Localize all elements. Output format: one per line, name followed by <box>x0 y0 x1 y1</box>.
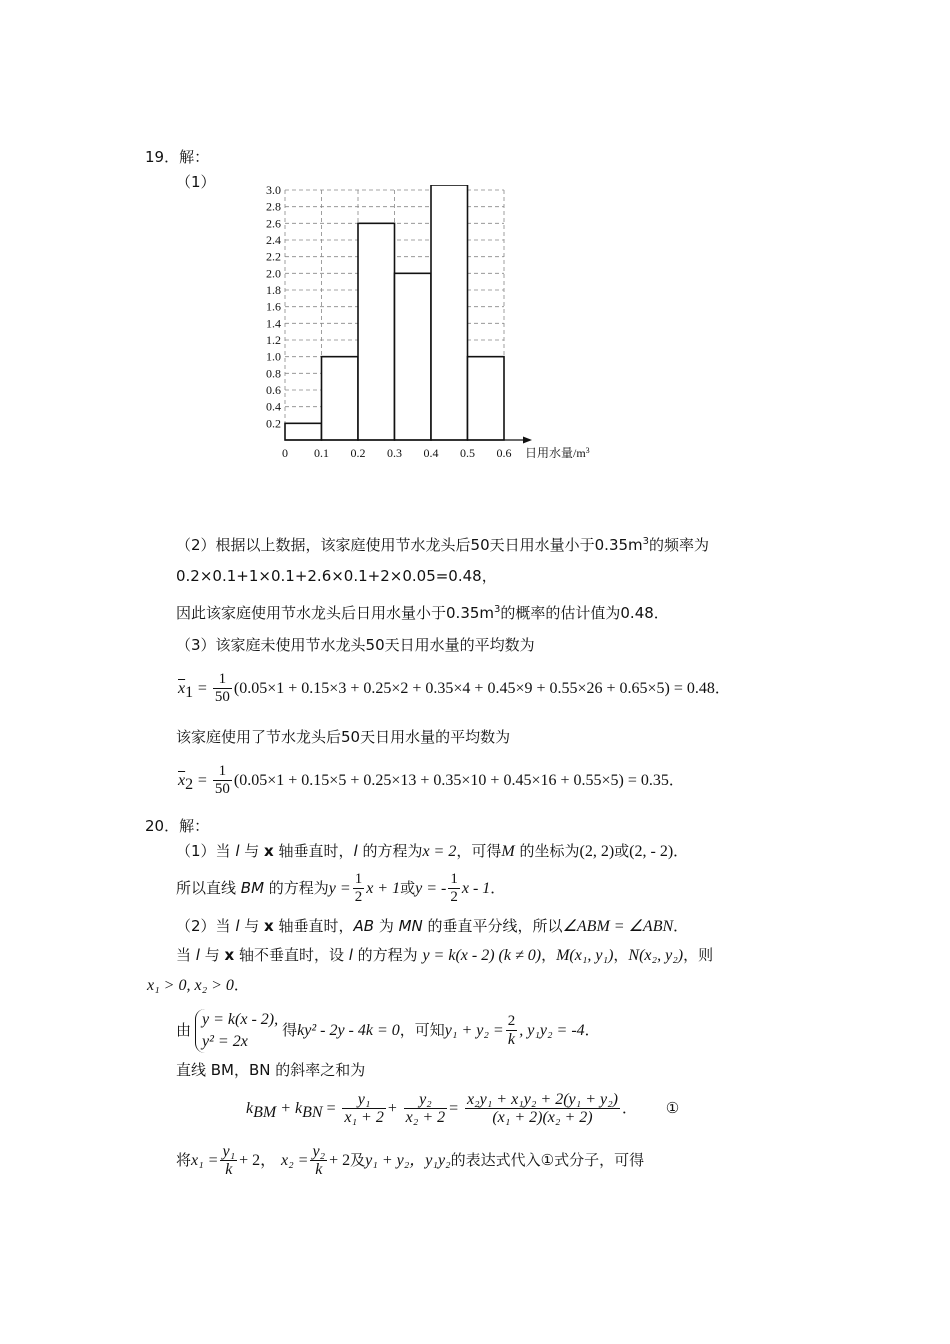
equation-system: y = k(x - 2), y² = 2x <box>195 1009 278 1053</box>
q19-part3-line1: （3）该家庭未使用节水龙头50天日用水量的平均数为 <box>176 636 535 654</box>
histogram-bar <box>431 185 468 440</box>
q20-line3: （2）当 l 与 x 轴垂直时，AB 为 MN 的垂直平分线，所以∠ABM = ∠ABN． <box>176 917 689 935</box>
q19-part2-line3: 因此该家庭使用节水龙头后日用水量小于$0.35m^3$的概率的估计值为0.48． <box>176 604 669 622</box>
q20-line7: 直线 BM，BN 的斜率之和为 <box>176 1061 366 1079</box>
histogram-chart <box>250 185 610 470</box>
x-tick-label: 0.6 <box>496 446 512 460</box>
q20-line2: 所以直线 BM 的方程为y = $\frac{1}{2}$ x + 1或y = - $\frac{1}{2}$ x - 1． <box>176 871 506 905</box>
y-tick-label: 0.8 <box>266 366 281 381</box>
q19-heading: 19．解： <box>145 148 210 166</box>
q20-line5: x₁ > 0, x₂ > 0． <box>147 976 249 994</box>
histogram-bar <box>322 357 359 440</box>
q19-mean-equation-1: $\overline{x}_1$ = $\frac{1}{50}$ (0.05×1 + 0.15×3 + 0.25×2 + 0.35×4 + 0.45×9 + 0.55×26 + 0.65×5) = 0.48． <box>178 671 730 705</box>
q20-heading: 20．解： <box>145 817 210 835</box>
x-tick-label: 0.1 <box>314 446 329 460</box>
y-tick-label: 2.4 <box>266 233 281 247</box>
q20-line6: 由 y = k(x - 2), y² = 2x 得ky² - 2y - 4k = 0，可知y₁ + y₂ = $\frac{2}{k}$ , y₁y₂ = -4． <box>176 1005 600 1056</box>
y-tick-label: 2.0 <box>266 266 281 281</box>
y-tick-label: 0.6 <box>266 383 281 397</box>
x-tick-label: 0.3 <box>387 446 402 460</box>
y-tick-label: 1.8 <box>266 283 281 297</box>
histogram-bar <box>285 423 322 440</box>
chart-bars <box>285 185 504 440</box>
x-axis-arrow <box>523 437 532 444</box>
q20-line4: 当 l 与 x 轴不垂直时，设 l 的方程为 y = k(x - 2) (k ≠ 0)，M(x₁, y₁)，N(x₂, y₂)，则 <box>176 946 714 964</box>
q19-part3-line2: 该家庭使用了节水龙头后50天日用水量的平均数为 <box>176 728 511 746</box>
q19-part2-line2: 0.2×0.1+1×0.1+2.6×0.1+2×0.05=0.48， <box>176 567 497 585</box>
equation-marker: ① <box>665 1099 680 1117</box>
y-tick-label: 1.6 <box>266 299 281 314</box>
y-tick-label: 3.0 <box>266 185 281 197</box>
y-tick-label: 2.6 <box>266 216 281 231</box>
y-tick-label: 0.2 <box>266 416 281 431</box>
y-tick-label: 1.4 <box>266 316 281 331</box>
q20-line9: 将x₁ = $\frac{\text{y₁}}{k}$ + 2， x₂ = $\frac{\text{y₂}}{k}$ + 2及y₁ + y₂，y₁y₂的表达式代入①式分子，可得 <box>176 1143 645 1178</box>
chart-y-ticks <box>266 185 281 430</box>
x-tick-label: 0.4 <box>423 446 439 460</box>
x-tick-label: 0 <box>282 446 288 460</box>
q19-part1-label: （1） <box>176 173 216 191</box>
q19-part2-line1: （2）根据以上数据，该家庭使用节水龙头后50天日用水量小于$0.35m^3$的频率为 <box>176 536 710 554</box>
y-tick-label: 1.0 <box>266 349 281 364</box>
chart-x-ticks <box>282 446 512 460</box>
y-tick-label: 2.2 <box>266 249 281 264</box>
q20-line1: （1）当 l 与 x 轴垂直时，l 的方程为x = 2，可得M 的坐标为(2, 2)或(2, - 2)． <box>176 842 689 860</box>
y-tick-label: 1.2 <box>266 333 281 347</box>
x-tick-label: 0.5 <box>460 446 475 460</box>
histogram-bar <box>358 223 395 440</box>
histogram-bar <box>395 273 432 440</box>
q19-mean-equation-2: $\overline{x}_2$ = $\frac{1}{50}$ (0.05×1 + 0.15×5 + 0.25×13 + 0.35×10 + 0.45×16 + 0.55×5) = 0.35． <box>178 763 684 797</box>
y-tick-label: 2.8 <box>266 199 281 214</box>
y-tick-label: 0.4 <box>266 399 281 414</box>
q20-slope-sum-equation: $k_{BM} + k_{BN}$ = $\frac{\text{y₁}}{\text{x₁ + 2}}$ + $\frac{\text{y₂}}{\text{x₂ + 2}}$ = $\frac{\text{x₂y₁ + x₁y₂ + 2(y₁ + y₂)}}{\text{(x₁ + 2)(x₂ + 2)}}$ ． ① <box>246 1091 680 1126</box>
histogram-bar <box>468 357 505 440</box>
x-tick-label: 0.2 <box>350 446 366 460</box>
chart-x-label: 日用水量$/m^3$ <box>525 445 590 460</box>
